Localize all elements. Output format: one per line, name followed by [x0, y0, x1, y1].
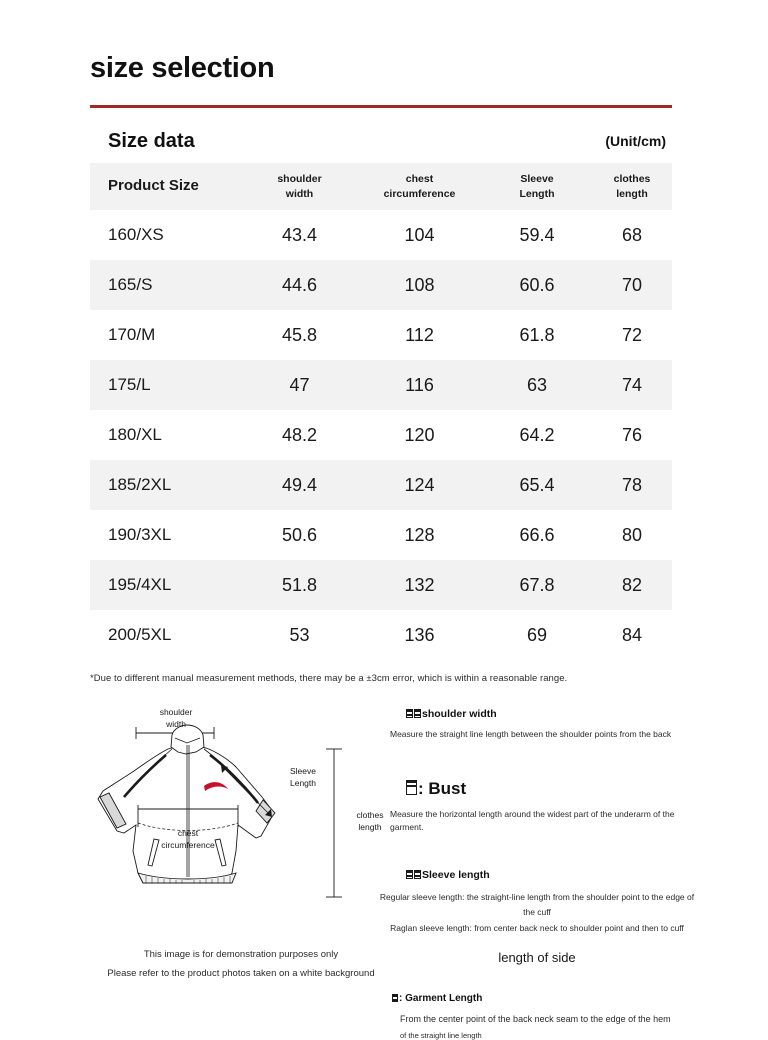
table-header-row: [90, 163, 672, 210]
table-row: [90, 310, 672, 360]
instruction-heading-shoulder-width: [406, 708, 696, 720]
label-line1: chest: [177, 828, 199, 838]
cell-sleeve-length: 61.8: [482, 310, 592, 360]
cell-sleeve-length: 63: [482, 360, 592, 410]
cell-sleeve-length: 69: [482, 610, 592, 660]
cell-chest-circumference: 128: [357, 510, 482, 560]
cell-chest-circumference: 116: [357, 360, 482, 410]
measurement-footnote: *Due to different manual measurement methods, there may be a ±3cm error, which is within a reasonable range.: [90, 673, 568, 684]
instruction-heading-text: Sleeve length: [422, 869, 490, 882]
cell-chest-circumference: 136: [357, 610, 482, 660]
instruction-heading-text: shoulder width: [422, 708, 497, 720]
size-data-caption-row: [90, 120, 672, 162]
column-header-line2: width: [285, 187, 314, 200]
label-line2: circumference: [161, 840, 215, 851]
cell-product-size: 180/XL: [90, 410, 242, 460]
illustration-caption: [86, 945, 396, 983]
instruction-heading-garment-length: [392, 993, 696, 1004]
measurement-instructions: [378, 708, 696, 1040]
instruction-body-garment-1: From the center point of the back neck seam to the edge of the hem: [400, 1013, 671, 1024]
cell-shoulder-width: 53: [242, 610, 357, 660]
column-header-line1: Sleeve: [520, 173, 554, 186]
missing-glyph-icon: [406, 780, 417, 795]
cell-clothes-length: 84: [592, 610, 672, 660]
cell-shoulder-width: 49.4: [242, 460, 357, 510]
size-data-label: Size data: [108, 129, 195, 152]
cell-chest-circumference: 124: [357, 460, 482, 510]
cell-chest-circumference: 120: [357, 410, 482, 460]
column-header-line2: Length: [519, 187, 555, 200]
garment-illustration: [86, 705, 396, 935]
cell-product-size: 185/2XL: [90, 460, 242, 510]
cell-clothes-length: 68: [592, 210, 672, 260]
cell-product-size: 170/M: [90, 310, 242, 360]
column-header-chest-circumference: [357, 163, 482, 210]
label-line1: shoulder: [159, 707, 193, 717]
cell-clothes-length: 80: [592, 510, 672, 560]
instruction-body-sleeve-regular: Regular sleeve length: the straight-line length from the shoulder point to the edge of the cuff: [379, 892, 695, 917]
cell-shoulder-width: 45.8: [242, 310, 357, 360]
cell-shoulder-width: 51.8: [242, 560, 357, 610]
title-divider: [90, 105, 672, 108]
cell-clothes-length: 78: [592, 460, 672, 510]
cell-sleeve-length: 67.8: [482, 560, 592, 610]
cell-sleeve-length: 65.4: [482, 460, 592, 510]
missing-glyph-icon: [414, 870, 421, 879]
cell-shoulder-width: 48.2: [242, 410, 357, 460]
cell-clothes-length: 74: [592, 360, 672, 410]
illustration-caption-line2: Please refer to the product photos taken on a white background: [107, 968, 375, 979]
column-header-clothes-length: [592, 163, 672, 210]
unit-label: (Unit/cm): [605, 133, 666, 149]
column-header-sleeve-length: [482, 163, 592, 210]
table-row: [90, 460, 672, 510]
instruction-side-length: length of side: [498, 949, 576, 965]
column-header-line2: circumference: [383, 187, 456, 200]
cell-shoulder-width: 44.6: [242, 260, 357, 310]
cell-shoulder-width: 43.4: [242, 210, 357, 260]
cell-product-size: 195/4XL: [90, 560, 242, 610]
cell-sleeve-length: 64.2: [482, 410, 592, 460]
cell-chest-circumference: 112: [357, 310, 482, 360]
cell-chest-circumference: 132: [357, 560, 482, 610]
cell-shoulder-width: 50.6: [242, 510, 357, 560]
label-sleeve-length: [276, 765, 330, 790]
table-row: [90, 610, 672, 660]
cell-clothes-length: 72: [592, 310, 672, 360]
table-row: [90, 510, 672, 560]
page-title: size selection: [90, 52, 275, 84]
label-line2: width: [166, 719, 186, 730]
table-row: [90, 260, 672, 310]
instruction-body-bust: Measure the horizontal length around the widest part of the underarm of the garment.: [390, 808, 675, 832]
cell-product-size: 200/5XL: [90, 610, 242, 660]
instruction-heading-sleeve-length: [406, 869, 696, 881]
cell-product-size: 160/XS: [90, 210, 242, 260]
cell-clothes-length: 82: [592, 560, 672, 610]
size-table-header: [90, 163, 672, 210]
instruction-body-shoulder-width: Measure the straight line length between the shoulder points from the back: [390, 729, 672, 739]
column-header-line1: shoulder: [277, 173, 322, 186]
cell-product-size: 165/S: [90, 260, 242, 310]
label-shoulder-width: [138, 706, 214, 731]
table-row: [90, 360, 672, 410]
table-row: [90, 210, 672, 260]
cell-sleeve-length: 59.4: [482, 210, 592, 260]
cell-sleeve-length: 60.6: [482, 260, 592, 310]
size-table: [90, 163, 672, 660]
instruction-body-garment-2: of the straight line length: [400, 1031, 482, 1040]
illustration-caption-line1: This image is for demonstration purposes only: [143, 949, 339, 960]
instruction-heading-text: : Garment Length: [399, 992, 483, 1004]
table-row: [90, 560, 672, 610]
missing-glyph-icon: [406, 870, 413, 879]
column-header-shoulder-width: [242, 163, 357, 210]
missing-glyph-icon: [414, 709, 421, 718]
label-line2: Length: [290, 778, 316, 789]
cell-product-size: 190/3XL: [90, 510, 242, 560]
label-line1: clothes: [356, 810, 384, 820]
cell-clothes-length: 76: [592, 410, 672, 460]
label-line1: Sleeve: [290, 766, 316, 776]
column-header-line1: chest: [405, 173, 434, 186]
cell-chest-circumference: 108: [357, 260, 482, 310]
size-table-body: [90, 210, 672, 660]
column-header-line1: clothes: [613, 173, 651, 186]
missing-glyph-icon: [392, 994, 398, 1002]
cell-clothes-length: 70: [592, 260, 672, 310]
missing-glyph-icon: [406, 709, 413, 718]
label-line2: length: [358, 822, 382, 833]
instruction-body-sleeve-raglan: Raglan sleeve length: from center back neck to shoulder point and then to cuff: [390, 923, 684, 934]
column-header-product-size: Product Size: [90, 163, 242, 210]
table-row: [90, 410, 672, 460]
column-header-line2: length: [616, 187, 648, 200]
cell-product-size: 175/L: [90, 360, 242, 410]
instruction-heading-bust: [406, 779, 696, 799]
cell-shoulder-width: 47: [242, 360, 357, 410]
label-chest-circumference: [132, 827, 244, 852]
cell-chest-circumference: 104: [357, 210, 482, 260]
cell-sleeve-length: 66.6: [482, 510, 592, 560]
instruction-heading-text: : Bust: [418, 778, 467, 798]
